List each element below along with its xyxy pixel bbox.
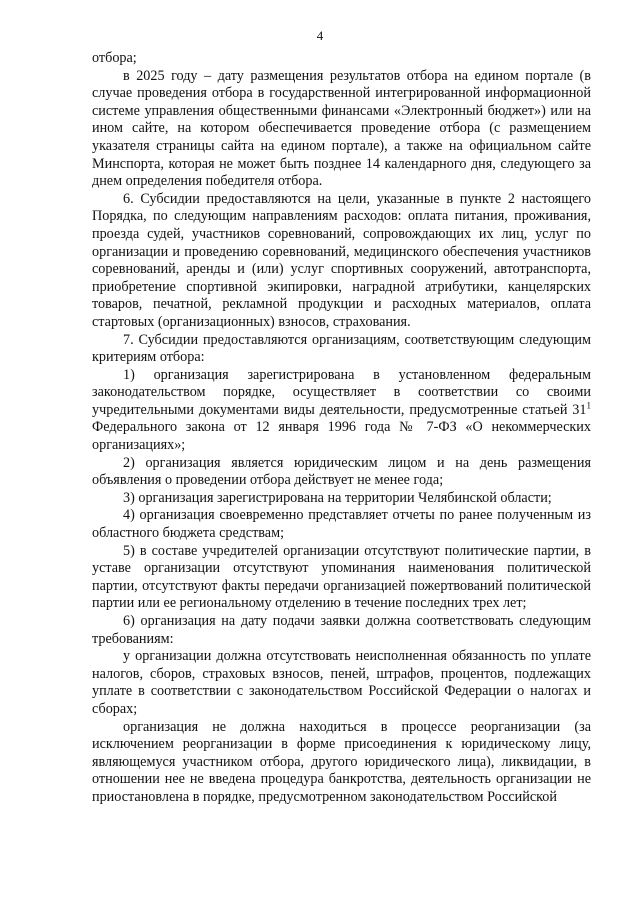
criterion-2: 2) организация является юридическим лицом и на день размещения объявления о проведении отбора действует не менее года; — [92, 454, 591, 489]
paragraph-2025-results: в 2025 году – дату размещения результатов отбора на едином портале (в случае проведения отбора в государственной интегрированной информационной системе управления общественными финансами «Электронный бюджет») или на ином сайте, на котором обеспечивается проведение отбора (с размещением указателя страницы сайта на едином портале), а также на официальном сайте Минспорта, которая не может быть позднее 14 календарного дня, следующего за днем определения победителя отбора. — [92, 67, 591, 190]
page-number: 4 — [316, 28, 324, 43]
criterion-1 — [92, 367, 591, 455]
criterion-5: 5) в составе учредителей организации отсутствуют политические партии, в уставе организации отсутствуют упоминания наименования политической партии, отсутствуют факты передачи организацией пожертвований политической партии или ее региональному отделению в течение последних трех лет; — [92, 542, 591, 612]
paragraph-item-7: 7. Субсидии предоставляются организациям, соответствующим следующим критериям отбора: — [92, 331, 591, 366]
document-body — [92, 50, 591, 807]
criterion-1-text-before: 1) организация зарегистрирована в установленном федеральным законодательством порядке, осуществляет в соответствии со своими учредительными документами виды деятельности, предусмотренные статьей 31 — [92, 366, 591, 418]
criterion-6: 6) организация на дату подачи заявки должна соответствовать следующим требованиям: — [92, 613, 591, 647]
criterion-1-text-after: Федерального закона от 12 января 1996 года № 7-ФЗ «О некоммерческих организациях»; — [92, 419, 591, 454]
paragraph-item-6: 6. Субсидии предоставляются на цели, указанные в пункте 2 настоящего Порядка, по следующим направлениям расходов: оплата питания, проживания, проезда судей, участников соревнований, сопровождающих их лиц, услуг по организации и проведению соревнований, медицинского обеспечения участников соревнований, аренды и (или) услуг спортивных сооружений, автотранспорта, приобретение спортивной экипировки, наградной атрибутики, канцелярских товаров, печатной, рекламной продукции и расходных материалов, оплата стартовых (организационных) взносов, страхования. — [92, 190, 591, 330]
criterion-3: 3) организация зарегистрирована на территории Челябинской области; — [123, 489, 552, 506]
criterion-4: 4) организация своевременно представляет отчеты по ранее полученным из областного бюджета средствам; — [92, 507, 591, 542]
criterion-1-superscript: 1 — [586, 400, 591, 411]
requirement-taxes: у организации должна отсутствовать неисполненная обязанность по уплате налогов, сборов, страховых взносов, пеней, штрафов, процентов, подлежащих уплате в соответствии с законодательством Российской Федерации о налогах и сборах; — [92, 648, 591, 717]
paragraph-continuation: отбора; — [92, 50, 137, 66]
requirement-reorganization: организация не должна находиться в процессе реорганизации (за исключением реорганизации в форме присоединения к юридическому лицу, являющемуся участником отбора, другого юридического лица), ликвидации, в отношении нее не введена процедура банкротства, деятельность организации не приостановлена в порядке, предусмотренном законодательством Российской — [92, 718, 591, 805]
